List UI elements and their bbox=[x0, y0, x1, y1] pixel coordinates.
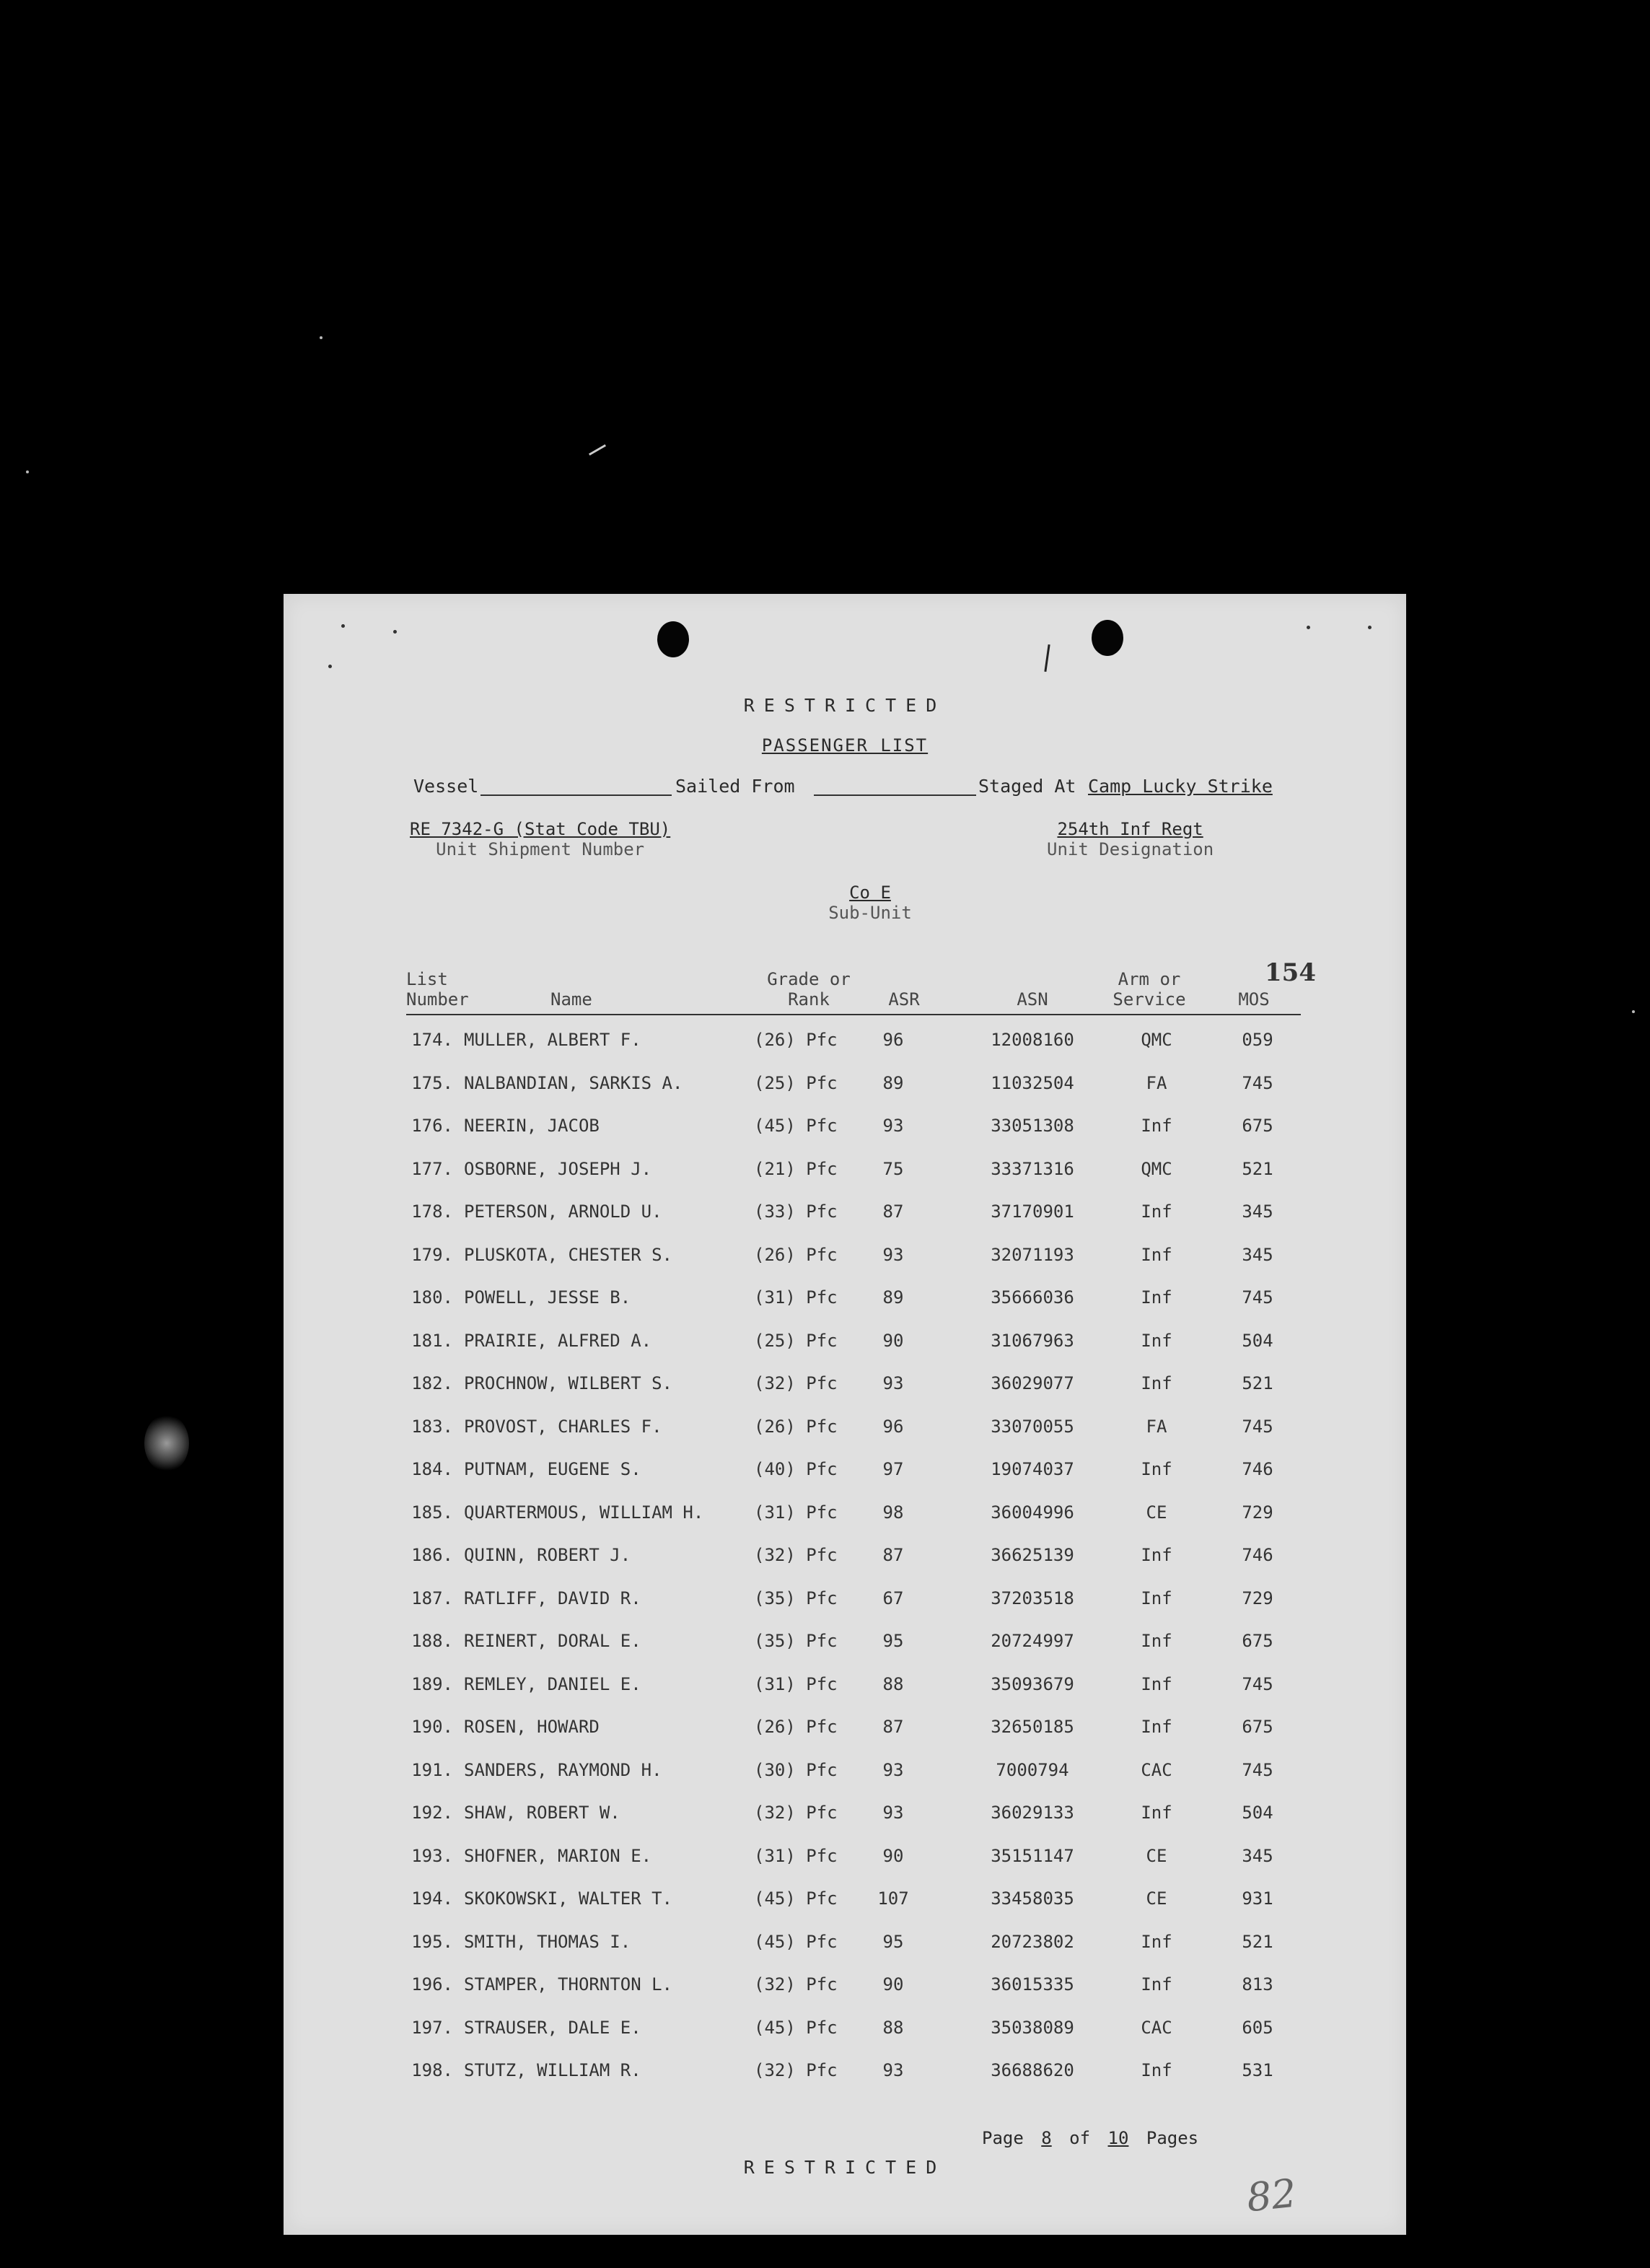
grade-cell: (45) Pfc bbox=[754, 1888, 838, 1909]
unit-designation-value: 254th Inf Regt bbox=[1057, 819, 1203, 839]
asr-cell: 88 bbox=[882, 2017, 904, 2038]
name-cell: PLUSKOTA, CHESTER S. bbox=[464, 1244, 672, 1265]
list-number-cell: 183. bbox=[411, 1416, 453, 1437]
arm-cell: CAC bbox=[1141, 1759, 1172, 1780]
list-number-cell: 193. bbox=[411, 1845, 453, 1866]
list-number-cell: 174. bbox=[411, 1030, 453, 1050]
asn-cell: 35151147 bbox=[991, 1845, 1074, 1866]
staged-at-label: Staged At bbox=[978, 776, 1076, 797]
header-grade: Grade or Rank bbox=[767, 969, 851, 1010]
asr-cell: 87 bbox=[882, 1201, 904, 1222]
grade-cell: (31) Pfc bbox=[754, 1287, 838, 1308]
table-row bbox=[284, 1245, 1406, 1288]
mos-cell: 605 bbox=[1242, 2017, 1273, 2038]
mos-cell: 745 bbox=[1242, 1416, 1273, 1437]
arm-cell: Inf bbox=[1141, 1974, 1172, 1995]
table-row bbox=[284, 1760, 1406, 1803]
table-row bbox=[284, 1502, 1406, 1546]
grade-cell: (32) Pfc bbox=[754, 1545, 838, 1565]
list-number-cell: 179. bbox=[411, 1244, 453, 1265]
name-cell: SHAW, ROBERT W. bbox=[464, 1803, 620, 1823]
list-number-cell: 192. bbox=[411, 1803, 453, 1823]
asn-cell: 32071193 bbox=[991, 1244, 1074, 1265]
asn-cell: 33458035 bbox=[991, 1888, 1074, 1909]
arm-cell: Inf bbox=[1141, 1631, 1172, 1651]
list-number-cell: 181. bbox=[411, 1330, 453, 1351]
punch-hole-right bbox=[1092, 620, 1123, 656]
passenger-rows bbox=[284, 1030, 1406, 2103]
list-number-cell: 191. bbox=[411, 1759, 453, 1780]
unit-designation-block bbox=[1047, 819, 1214, 859]
arm-cell: Inf bbox=[1141, 1201, 1172, 1222]
dot-mark bbox=[341, 624, 345, 628]
asr-cell: 96 bbox=[882, 1416, 904, 1437]
asn-cell: 11032504 bbox=[991, 1072, 1074, 1093]
arm-cell: CAC bbox=[1141, 2017, 1172, 2038]
asn-cell: 35093679 bbox=[991, 1673, 1074, 1694]
staged-at-value: Camp Lucky Strike bbox=[1088, 776, 1273, 797]
dot-mark bbox=[1307, 626, 1310, 629]
grade-cell: (40) Pfc bbox=[754, 1459, 838, 1479]
arm-cell: QMC bbox=[1141, 1158, 1172, 1179]
arm-cell: Inf bbox=[1141, 1287, 1172, 1308]
shipment-label: Unit Shipment Number bbox=[436, 839, 645, 859]
grade-cell: (35) Pfc bbox=[754, 1631, 838, 1651]
mos-cell: 345 bbox=[1242, 1845, 1273, 1866]
name-cell: SANDERS, RAYMOND H. bbox=[464, 1759, 662, 1780]
table-row bbox=[284, 1373, 1406, 1417]
asn-cell: 20724997 bbox=[991, 1631, 1074, 1651]
asr-cell: 93 bbox=[882, 1244, 904, 1265]
restricted-header: RESTRICTED bbox=[743, 695, 947, 716]
table-row bbox=[284, 1631, 1406, 1674]
asn-cell: 36004996 bbox=[991, 1502, 1074, 1523]
film-mark bbox=[589, 445, 606, 456]
table-row bbox=[284, 1459, 1406, 1502]
pen-mark bbox=[1044, 644, 1050, 672]
asr-cell: 87 bbox=[882, 1545, 904, 1565]
name-cell: MULLER, ALBERT F. bbox=[464, 1030, 641, 1050]
asn-cell: 20723802 bbox=[991, 1931, 1074, 1952]
dot-mark bbox=[328, 665, 332, 668]
sailed-from-blank bbox=[814, 794, 976, 796]
subunit-value: Co E bbox=[849, 883, 891, 903]
table-row bbox=[284, 1030, 1406, 1073]
list-number-cell: 180. bbox=[411, 1287, 453, 1308]
list-number-cell: 175. bbox=[411, 1072, 453, 1093]
asn-cell: 19074037 bbox=[991, 1459, 1074, 1479]
grade-cell: (21) Pfc bbox=[754, 1158, 838, 1179]
mos-cell: 521 bbox=[1242, 1158, 1273, 1179]
name-cell: PROVOST, CHARLES F. bbox=[464, 1416, 662, 1437]
arm-cell: CE bbox=[1146, 1888, 1167, 1909]
asn-cell: 12008160 bbox=[991, 1030, 1074, 1050]
restricted-footer: RESTRICTED bbox=[743, 2157, 947, 2178]
grade-cell: (31) Pfc bbox=[754, 1845, 838, 1866]
light-flare bbox=[144, 1414, 189, 1472]
grade-cell: (26) Pfc bbox=[754, 1030, 838, 1050]
passenger-list-page bbox=[284, 594, 1406, 2235]
arm-cell: Inf bbox=[1141, 1116, 1172, 1136]
asn-cell: 35038089 bbox=[991, 2017, 1074, 2038]
mos-cell: 345 bbox=[1242, 1244, 1273, 1265]
name-cell: REMLEY, DANIEL E. bbox=[464, 1673, 641, 1694]
header-mos: MOS bbox=[1238, 989, 1270, 1010]
asn-cell: 37203518 bbox=[991, 1588, 1074, 1608]
asr-cell: 90 bbox=[882, 1845, 904, 1866]
mos-cell: 745 bbox=[1242, 1759, 1273, 1780]
arm-cell: Inf bbox=[1141, 1673, 1172, 1694]
name-cell: STUTZ, WILLIAM R. bbox=[464, 2060, 641, 2080]
asn-cell: 36029133 bbox=[991, 1803, 1074, 1823]
header-list-number: List Number bbox=[406, 969, 469, 1010]
name-cell: PETERSON, ARNOLD U. bbox=[464, 1201, 662, 1222]
name-cell: SKOKOWSKI, WALTER T. bbox=[464, 1888, 672, 1909]
list-number-cell: 184. bbox=[411, 1459, 453, 1479]
asr-cell: 89 bbox=[882, 1072, 904, 1093]
arm-cell: FA bbox=[1146, 1072, 1167, 1093]
list-number-cell: 182. bbox=[411, 1373, 453, 1393]
page-total: 10 bbox=[1107, 2128, 1129, 2148]
shipment-number: RE 7342-G (Stat Code TBU) bbox=[410, 819, 671, 839]
unit-shipment-block bbox=[410, 819, 670, 859]
list-number-cell: 196. bbox=[411, 1974, 453, 1995]
asn-cell: 36688620 bbox=[991, 2060, 1074, 2080]
mos-cell: 345 bbox=[1242, 1201, 1273, 1222]
arm-cell: Inf bbox=[1141, 1717, 1172, 1737]
page-current: 8 bbox=[1041, 2128, 1052, 2148]
vessel-line bbox=[413, 776, 1298, 800]
table-row bbox=[284, 1803, 1406, 1846]
table-row bbox=[284, 1116, 1406, 1159]
table-row bbox=[284, 1588, 1406, 1632]
mos-cell: 521 bbox=[1242, 1931, 1273, 1952]
arm-cell: Inf bbox=[1141, 1244, 1172, 1265]
grade-cell: (25) Pfc bbox=[754, 1330, 838, 1351]
arm-cell: QMC bbox=[1141, 1030, 1172, 1050]
grade-cell: (26) Pfc bbox=[754, 1416, 838, 1437]
table-header bbox=[406, 969, 1301, 1015]
asn-cell: 7000794 bbox=[996, 1759, 1069, 1780]
mos-cell: 504 bbox=[1242, 1803, 1273, 1823]
list-number-cell: 177. bbox=[411, 1158, 453, 1179]
grade-cell: (32) Pfc bbox=[754, 1373, 838, 1393]
name-cell: QUARTERMOUS, WILLIAM H. bbox=[464, 1502, 704, 1523]
asr-cell: 93 bbox=[882, 1803, 904, 1823]
asr-cell: 87 bbox=[882, 1717, 904, 1737]
asr-cell: 75 bbox=[882, 1158, 904, 1179]
list-number-cell: 185. bbox=[411, 1502, 453, 1523]
table-row bbox=[284, 1846, 1406, 1889]
mos-cell: 813 bbox=[1242, 1974, 1273, 1995]
grade-cell: (33) Pfc bbox=[754, 1201, 838, 1222]
document-title: PASSENGER LIST bbox=[761, 735, 929, 756]
dust-speck bbox=[320, 336, 322, 339]
mos-cell: 931 bbox=[1242, 1888, 1273, 1909]
asn-cell: 33070055 bbox=[991, 1416, 1074, 1437]
table-row bbox=[284, 1073, 1406, 1116]
arm-cell: Inf bbox=[1141, 1931, 1172, 1952]
arm-cell: Inf bbox=[1141, 1588, 1172, 1608]
mos-cell: 729 bbox=[1242, 1588, 1273, 1608]
list-number-cell: 194. bbox=[411, 1888, 453, 1909]
table-row bbox=[284, 1932, 1406, 1975]
grade-cell: (26) Pfc bbox=[754, 1244, 838, 1265]
page-stamp-number: 154 bbox=[1265, 958, 1316, 987]
table-row bbox=[284, 1888, 1406, 1932]
asr-cell: 93 bbox=[882, 1116, 904, 1136]
name-cell: NALBANDIAN, SARKIS A. bbox=[464, 1072, 683, 1093]
asr-cell: 93 bbox=[882, 2060, 904, 2080]
mos-cell: 531 bbox=[1242, 2060, 1273, 2080]
dot-mark bbox=[1368, 626, 1372, 629]
asn-cell: 36015335 bbox=[991, 1974, 1074, 1995]
vessel-blank bbox=[480, 794, 672, 796]
table-row bbox=[284, 1331, 1406, 1374]
name-cell: PROCHNOW, WILBERT S. bbox=[464, 1373, 672, 1393]
name-cell: PUTNAM, EUGENE S. bbox=[464, 1459, 641, 1479]
arm-cell: Inf bbox=[1141, 1459, 1172, 1479]
list-number-cell: 189. bbox=[411, 1673, 453, 1694]
dot-mark bbox=[393, 630, 397, 634]
asn-cell: 36625139 bbox=[991, 1545, 1074, 1565]
mos-cell: 521 bbox=[1242, 1373, 1273, 1393]
arm-cell: Inf bbox=[1141, 1330, 1172, 1351]
mos-cell: 745 bbox=[1242, 1072, 1273, 1093]
list-number-cell: 187. bbox=[411, 1588, 453, 1608]
mos-cell: 745 bbox=[1242, 1673, 1273, 1694]
name-cell: SHOFNER, MARION E. bbox=[464, 1845, 652, 1866]
grade-cell: (30) Pfc bbox=[754, 1759, 838, 1780]
grade-cell: (31) Pfc bbox=[754, 1502, 838, 1523]
sailed-from-label: Sailed From bbox=[675, 776, 795, 797]
asn-cell: 31067963 bbox=[991, 1330, 1074, 1351]
table-row bbox=[284, 1717, 1406, 1760]
asr-cell: 67 bbox=[882, 1588, 904, 1608]
asn-cell: 33371316 bbox=[991, 1158, 1074, 1179]
grade-cell: (32) Pfc bbox=[754, 2060, 838, 2080]
arm-cell: CE bbox=[1146, 1845, 1167, 1866]
name-cell: ROSEN, HOWARD bbox=[464, 1717, 600, 1737]
list-number-cell: 197. bbox=[411, 2017, 453, 2038]
name-cell: SMITH, THOMAS I. bbox=[464, 1931, 631, 1952]
vessel-label: Vessel bbox=[413, 776, 479, 797]
asn-cell: 33051308 bbox=[991, 1116, 1074, 1136]
grade-cell: (35) Pfc bbox=[754, 1588, 838, 1608]
list-number-cell: 176. bbox=[411, 1116, 453, 1136]
name-cell: NEERIN, JACOB bbox=[464, 1116, 600, 1136]
table-row bbox=[284, 1159, 1406, 1202]
mos-cell: 675 bbox=[1242, 1631, 1273, 1651]
arm-cell: Inf bbox=[1141, 1373, 1172, 1393]
mos-cell: 059 bbox=[1242, 1030, 1273, 1050]
arm-cell: Inf bbox=[1141, 1803, 1172, 1823]
subunit-label: Sub-Unit bbox=[828, 903, 912, 923]
header-asn: ASN bbox=[1017, 989, 1048, 1010]
dust-speck bbox=[26, 470, 29, 473]
grade-cell: (32) Pfc bbox=[754, 1974, 838, 1995]
asr-cell: 89 bbox=[882, 1287, 904, 1308]
asr-cell: 107 bbox=[877, 1888, 909, 1909]
grade-cell: (45) Pfc bbox=[754, 1116, 838, 1136]
mos-cell: 504 bbox=[1242, 1330, 1273, 1351]
asr-cell: 93 bbox=[882, 1373, 904, 1393]
list-number-cell: 198. bbox=[411, 2060, 453, 2080]
asr-cell: 96 bbox=[882, 1030, 904, 1050]
table-row bbox=[284, 1674, 1406, 1717]
table-row bbox=[284, 1287, 1406, 1331]
arm-cell: FA bbox=[1146, 1416, 1167, 1437]
list-number-cell: 195. bbox=[411, 1931, 453, 1952]
name-cell: STAMPER, THORNTON L. bbox=[464, 1974, 672, 1995]
asr-cell: 90 bbox=[882, 1330, 904, 1351]
list-number-cell: 188. bbox=[411, 1631, 453, 1651]
header-arm: Arm or Service bbox=[1113, 969, 1186, 1010]
table-row bbox=[284, 1974, 1406, 2018]
mos-cell: 746 bbox=[1242, 1545, 1273, 1565]
name-cell: OSBORNE, JOSEPH J. bbox=[464, 1158, 652, 1179]
asr-cell: 95 bbox=[882, 1631, 904, 1651]
list-number-cell: 190. bbox=[411, 1717, 453, 1737]
punch-hole-left bbox=[657, 621, 689, 657]
list-number-cell: 186. bbox=[411, 1545, 453, 1565]
table-row bbox=[284, 1201, 1406, 1245]
grade-cell: (32) Pfc bbox=[754, 1803, 838, 1823]
list-number-cell: 178. bbox=[411, 1201, 453, 1222]
name-cell: PRAIRIE, ALFRED A. bbox=[464, 1330, 652, 1351]
unit-designation-label: Unit Designation bbox=[1047, 839, 1214, 859]
name-cell: STRAUSER, DALE E. bbox=[464, 2017, 641, 2038]
grade-cell: (26) Pfc bbox=[754, 1717, 838, 1737]
mos-cell: 675 bbox=[1242, 1116, 1273, 1136]
asr-cell: 93 bbox=[882, 1759, 904, 1780]
asr-cell: 97 bbox=[882, 1459, 904, 1479]
asr-cell: 90 bbox=[882, 1974, 904, 1995]
name-cell: QUINN, ROBERT J. bbox=[464, 1545, 631, 1565]
dust-speck bbox=[1632, 1010, 1635, 1013]
header-asr: ASR bbox=[888, 989, 920, 1010]
name-cell: REINERT, DORAL E. bbox=[464, 1631, 641, 1651]
grade-cell: (25) Pfc bbox=[754, 1072, 838, 1093]
arm-cell: CE bbox=[1146, 1502, 1167, 1523]
subunit-block bbox=[820, 883, 921, 923]
grade-cell: (45) Pfc bbox=[754, 1931, 838, 1952]
mos-cell: 729 bbox=[1242, 1502, 1273, 1523]
header-name: Name bbox=[550, 989, 592, 1010]
table-row bbox=[284, 1417, 1406, 1460]
asn-cell: 35666036 bbox=[991, 1287, 1074, 1308]
asr-cell: 88 bbox=[882, 1673, 904, 1694]
mos-cell: 675 bbox=[1242, 1717, 1273, 1737]
name-cell: POWELL, JESSE B. bbox=[464, 1287, 631, 1308]
name-cell: RATLIFF, DAVID R. bbox=[464, 1588, 641, 1608]
arm-cell: Inf bbox=[1141, 1545, 1172, 1565]
mos-cell: 746 bbox=[1242, 1459, 1273, 1479]
arm-cell: Inf bbox=[1141, 2060, 1172, 2080]
asn-cell: 32650185 bbox=[991, 1717, 1074, 1737]
table-row bbox=[284, 1545, 1406, 1588]
page-indicator: Page 8 of 10 Pages bbox=[982, 2128, 1199, 2148]
asn-cell: 37170901 bbox=[991, 1201, 1074, 1222]
asr-cell: 95 bbox=[882, 1931, 904, 1952]
handwritten-number: 82 bbox=[1244, 2170, 1299, 2221]
grade-cell: (31) Pfc bbox=[754, 1673, 838, 1694]
asr-cell: 98 bbox=[882, 1502, 904, 1523]
table-row bbox=[284, 2060, 1406, 2103]
asn-cell: 36029077 bbox=[991, 1373, 1074, 1393]
mos-cell: 745 bbox=[1242, 1287, 1273, 1308]
grade-cell: (45) Pfc bbox=[754, 2017, 838, 2038]
table-row bbox=[284, 2018, 1406, 2061]
